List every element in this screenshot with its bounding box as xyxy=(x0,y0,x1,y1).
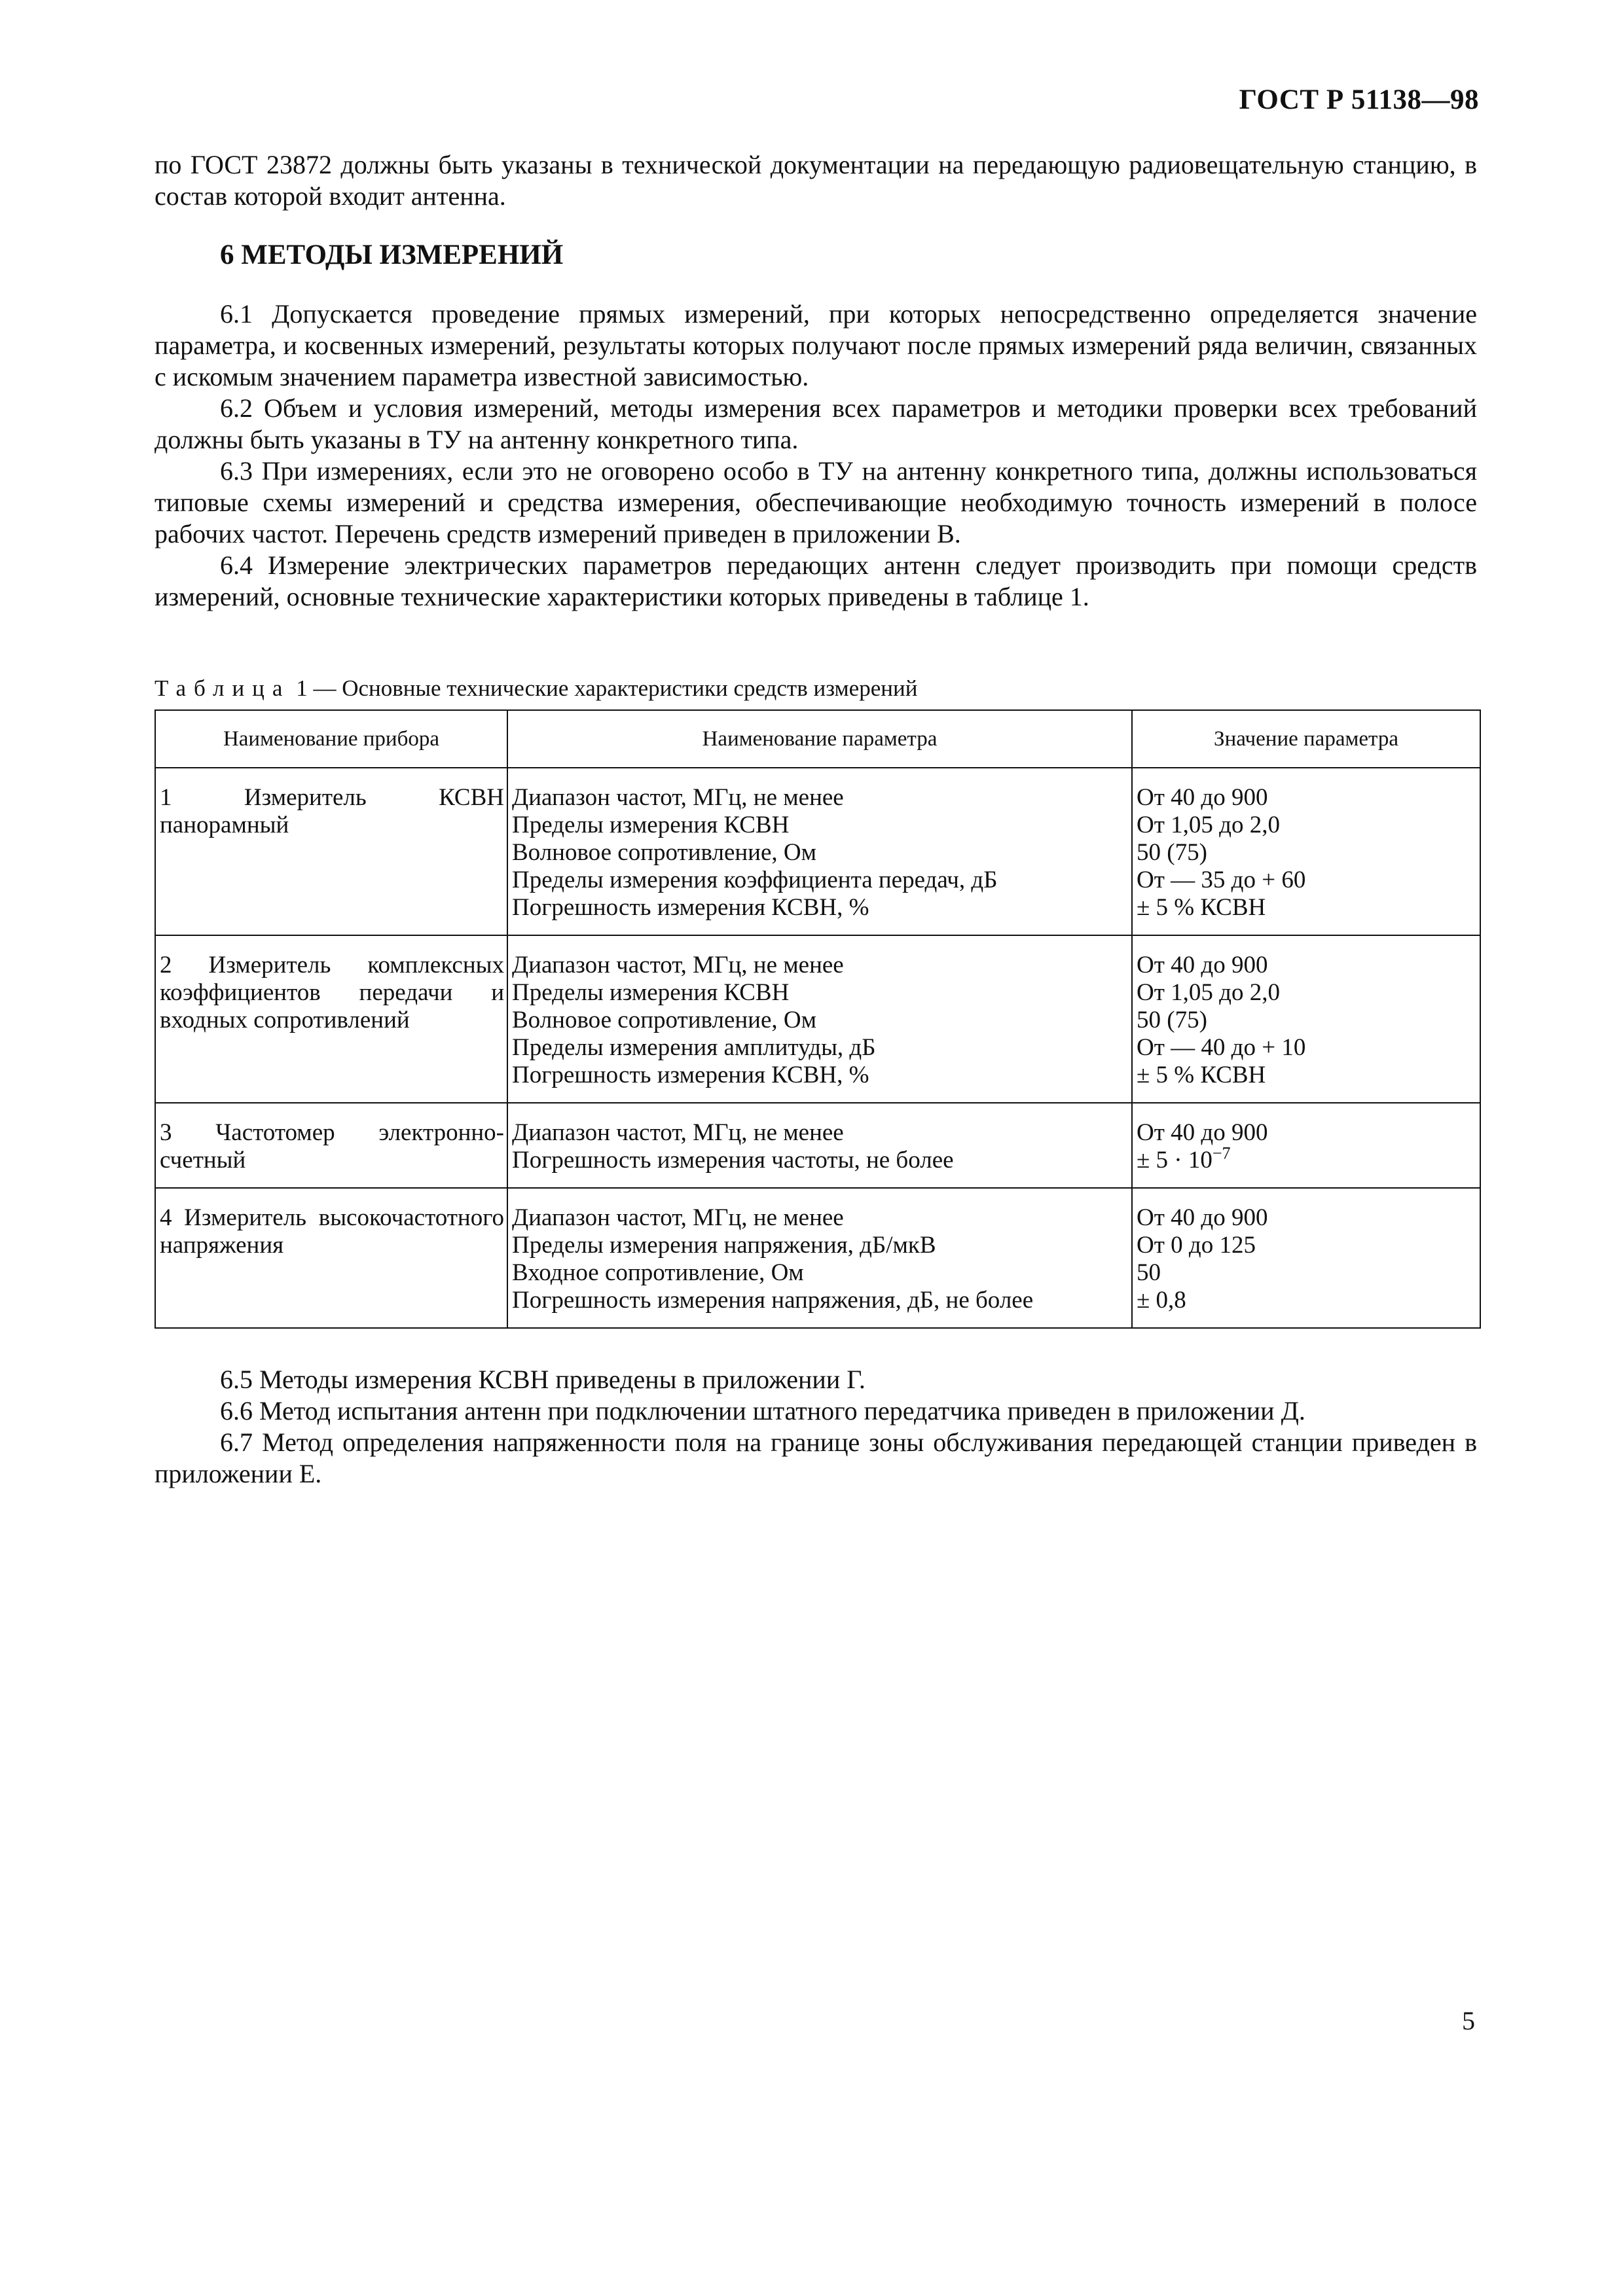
parameter-name: Диапазон частот, МГц, не менее xyxy=(512,1204,844,1231)
device-name-cell xyxy=(155,1188,507,1328)
parameter-value: От 40 до 900 xyxy=(1137,1204,1268,1231)
value-list-cell xyxy=(1132,935,1480,1103)
header-parameter-value: Значение параметра xyxy=(1132,710,1480,768)
header-device-name: Наименование прибора xyxy=(155,710,507,768)
value-list-cell xyxy=(1132,1188,1480,1328)
device-name: 3 Частотомер электронно-счетный xyxy=(160,1119,504,1174)
intro-paragraph: по ГОСТ 23872 должны быть указаны в технической документации на передающую радиовещательную станцию, в состав которой входит антенна. xyxy=(155,150,1477,211)
section-heading: 6 МЕТОДЫ ИЗМЕРЕНИЙ xyxy=(220,240,564,270)
paragraph-6-6: 6.6 Метод испытания антенн при подключении штатного передатчика приведен в приложении Д. xyxy=(220,1396,1305,1426)
parameter-value: 50 (75) xyxy=(1137,839,1207,866)
parameter-value: ± 5 · 10 xyxy=(1137,1147,1213,1174)
device-name-cell xyxy=(155,935,507,1103)
parameter-value: 50 (75) xyxy=(1137,1007,1207,1033)
value-list-cell xyxy=(1132,1103,1480,1188)
parameter-name: Входное сопротивление, Ом xyxy=(512,1259,804,1286)
parameter-name: Погрешность измерения КСВН, % xyxy=(512,1062,869,1088)
page-number: 5 xyxy=(1462,2006,1475,2036)
table-row xyxy=(155,1103,1480,1188)
device-name: 1 Измеритель КСВН панорамный xyxy=(160,784,504,838)
table-caption xyxy=(155,674,1477,703)
specs-table xyxy=(155,709,1481,1329)
parameter-name: Пределы измерения КСВН xyxy=(512,979,790,1006)
table-header-row xyxy=(155,710,1480,768)
parameter-value: От 1,05 до 2,0 xyxy=(1137,812,1280,838)
parameter-list-cell xyxy=(507,768,1132,935)
parameter-value-with-exponent xyxy=(1137,1143,1476,1174)
parameter-value: ± 5 % КСВН xyxy=(1137,894,1266,921)
table-row xyxy=(155,935,1480,1103)
page-content xyxy=(155,149,1477,1490)
device-name-cell xyxy=(155,768,507,935)
parameter-name: Диапазон частот, МГц, не менее xyxy=(512,1119,844,1146)
parameter-list-cell xyxy=(507,935,1132,1103)
parameter-name: Волновое сопротивление, Ом xyxy=(512,1007,817,1033)
device-name: 2 Измеритель комплексных коэффициентов передачи и входных сопротивлений xyxy=(160,952,504,1033)
paragraph-6-5: 6.5 Методы измерения КСВН приведены в приложении Г. xyxy=(220,1365,866,1394)
after-table-section xyxy=(155,1364,1477,1490)
table-caption-label: Таблица xyxy=(155,675,291,701)
table-row xyxy=(155,768,1480,935)
parameter-name: Пределы измерения амплитуды, дБ xyxy=(512,1034,876,1061)
paragraph-6-3: 6.3 При измерениях, если это не оговорено особо в ТУ на антенну конкретного типа, должны использоваться типовые схемы измерений и средства измерения, обеспечивающие необходимую точность измерений в полосе рабочих частот. Перечень средств измерений приведен в приложении В. xyxy=(155,456,1477,548)
parameter-name: Диапазон частот, МГц, не менее xyxy=(512,784,844,811)
parameter-value: 50 xyxy=(1137,1259,1161,1286)
parameter-name: Волновое сопротивление, Ом xyxy=(512,839,817,866)
device-name: 4 Измеритель высокочастотного напряжения xyxy=(160,1204,504,1259)
parameter-value: ± 0,8 xyxy=(1137,1287,1186,1314)
parameter-name: Диапазон частот, МГц, не менее xyxy=(512,952,844,978)
parameter-name: Пределы измерения КСВН xyxy=(512,812,790,838)
paragraph-6-2: 6.2 Объем и условия измерений, методы измерения всех параметров и методики проверки всех требований должны быть указаны в ТУ на антенну конкретного типа. xyxy=(155,393,1477,454)
value-list-cell xyxy=(1132,768,1480,935)
table-caption-text: 1 — Основные технические характеристики средств измерений xyxy=(296,675,918,701)
parameter-name: Пределы измерения коэффициента передач, дБ xyxy=(512,867,998,893)
paragraph-6-7: 6.7 Метод определения напряженности поля на границе зоны обслуживания передающей станции приведен в приложении Е. xyxy=(155,1427,1477,1488)
document-code-header: ГОСТ Р 51138—98 xyxy=(1239,84,1479,115)
parameter-list-cell xyxy=(507,1188,1132,1328)
parameter-value: От — 40 до + 10 xyxy=(1137,1034,1306,1061)
parameter-value: От 40 до 900 xyxy=(1137,1119,1268,1146)
header-parameter-name: Наименование параметра xyxy=(507,710,1132,768)
parameter-value: От 40 до 900 xyxy=(1137,784,1268,811)
device-name-cell xyxy=(155,1103,507,1188)
parameter-list-cell xyxy=(507,1103,1132,1188)
parameter-value: От 0 до 125 xyxy=(1137,1232,1256,1259)
parameter-value: От — 35 до + 60 xyxy=(1137,867,1306,893)
parameter-name: Погрешность измерения частоты, не более xyxy=(512,1147,954,1174)
paragraph-6-1: 6.1 Допускается проведение прямых измерений, при которых непосредственно определяется значение параметра, и косвенных измерений, результаты которых получают после прямых измерений ряда величин, связанных с искомым значением параметра известной зависимостью. xyxy=(155,299,1477,391)
table-row xyxy=(155,1188,1480,1328)
parameter-value: ± 5 % КСВН xyxy=(1137,1062,1266,1088)
parameter-value: От 40 до 900 xyxy=(1137,952,1268,978)
parameter-name: Погрешность измерения напряжения, дБ, не более xyxy=(512,1287,1034,1314)
parameter-name: Погрешность измерения КСВН, % xyxy=(512,894,869,921)
parameter-name: Пределы измерения напряжения, дБ/мкВ xyxy=(512,1232,936,1259)
paragraph-6-4: 6.4 Измерение электрических параметров передающих антенн следует производить при помощи средств измерений, основные технические характеристики которых приведены в таблице 1. xyxy=(155,550,1477,611)
parameter-value: От 1,05 до 2,0 xyxy=(1137,979,1280,1006)
value-exponent: −7 xyxy=(1212,1143,1231,1163)
